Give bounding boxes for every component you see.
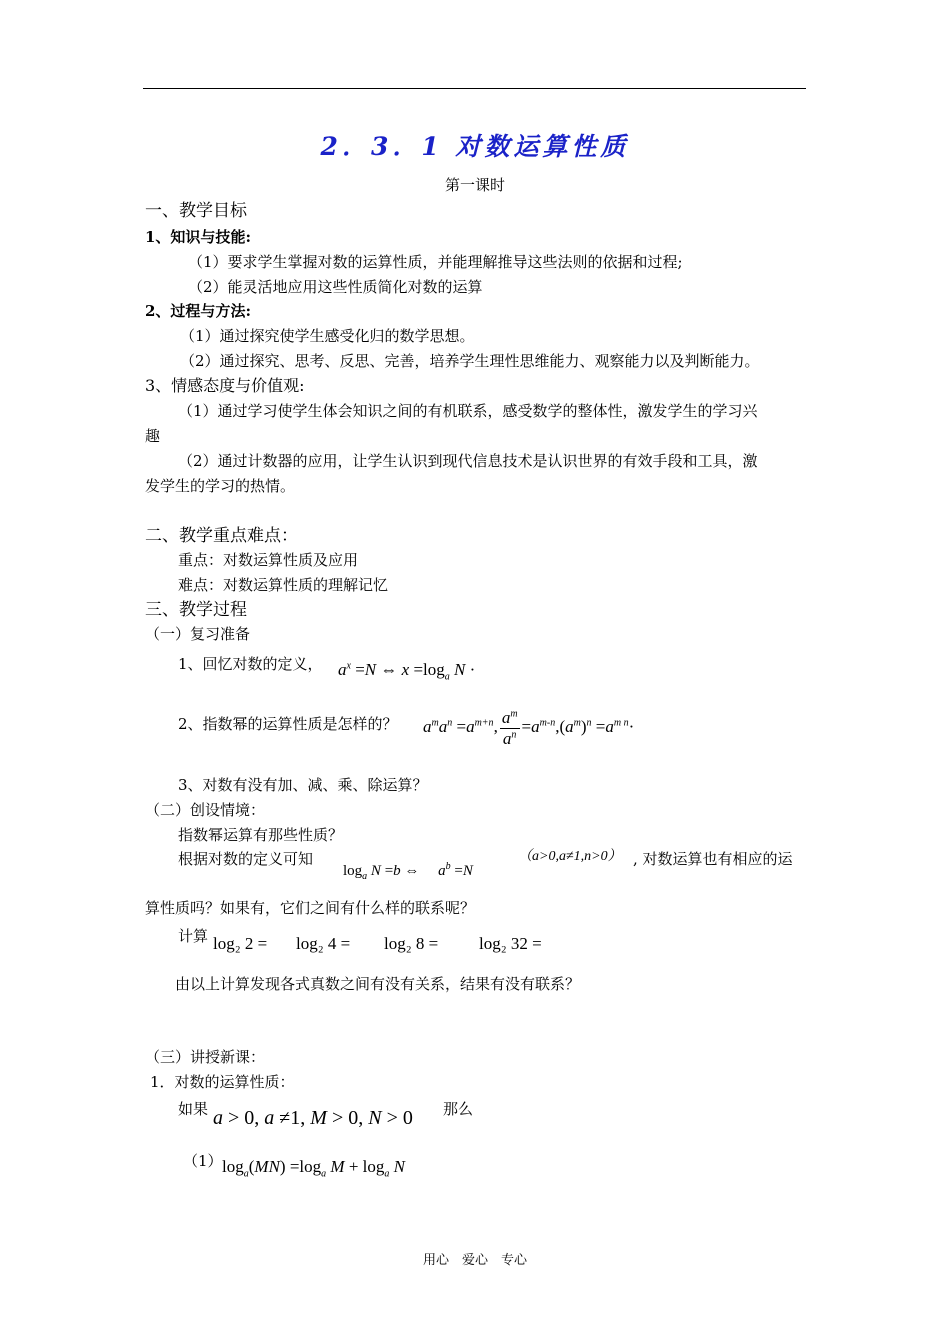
process-item-2: （2）通过探究、思考、反思、完善，培养学生理性思维能力、观察能力以及判断能力。 [180,352,760,370]
context-4: 由以上计算发现各式真数之间有没有关系，结果有没有联系？ [175,975,581,993]
part-2-heading: （二）创设情境： [145,801,266,819]
emotion-item-1a: （1）通过学习使学生体会知识之间的有机联系，感受数学的整体性，激发学生的学习兴 [178,402,758,420]
knowledge-heading: 1、知识与技能: [145,228,251,246]
question-2: 2、指数幂的运算性质是怎样的？ [178,715,398,733]
context-2: 根据对数的定义可知 [178,850,314,868]
context-3: 算性质吗？如果有，它们之间有什么样的联系呢？ [145,899,476,917]
page-title: 2．3．1 对数运算性质 [320,132,630,161]
question-3: 3、对数有没有加、减、乘、除运算？ [178,776,428,794]
calc-expr-1: log₂ 2 = [213,934,268,953]
process-heading: 2、过程与方法: [145,302,251,320]
process-item-1: （1）通过探究使学生感受化归的数学思想。 [180,327,475,345]
emotion-item-2a: （2）通过计数器的应用，让学生认识到现代信息技术是认识世界的有效手段和工具，激 [178,452,758,470]
section-1-heading: 一、教学目标 [145,201,247,221]
section-3-heading: 三、教学过程 [145,600,247,620]
new-lesson-item-1: 1．对数的运算性质： [150,1073,295,1091]
knowledge-item-1: （1）要求学生掌握对数的运算性质，并能理解推导这些法则的依据和过程; [188,253,683,271]
log-equivalence-formula: $\log_a N =b$ ⇔ $a^b =N$ [343,861,473,882]
calc-expr-2: log₂ 4 = [296,934,351,953]
context-2-tail: , 对数运算也有相应的运 [633,850,793,868]
context-1: 指数幂运算有那些性质？ [178,826,344,844]
page-subtitle: 第一课时 [444,176,505,194]
calc-label: 计算 [178,927,209,945]
question-1: 1、回忆对数的定义， [178,655,323,673]
condition-formula: a > 0, a ≠1, M > 0, N > 0 [213,1107,413,1129]
part-1-heading: （一）复习准备 [145,625,251,643]
formula-1-label: （1） [183,1152,223,1170]
part-3-heading: （三）讲授新课： [145,1048,266,1066]
calc-expr-4: log₂ 32 = [479,934,542,953]
product-rule-formula: $\log_a(MN) =\log_a$ $M + \log_a N$ [222,1157,405,1180]
exponent-rules-formula: $a^ma^n =a^{m+n}$, $\frac{a^m}{a^n}$ $=a^{m-n},(a^m)^n =a^{m n}\cdot$ [423,708,635,748]
condition: （a>0,a≠1,n>0） [518,849,622,864]
calc-expr-3: log₂ 8 = [384,934,439,953]
header-rule [143,88,806,89]
key-point: 重点：对数运算性质及应用 [178,551,359,569]
emotion-item-2b: 发学生的学习的热情。 [145,477,296,495]
emotion-item-1b: 趣 [145,427,161,445]
log-definition-formula: $a^x =N$ ⇔ $x =\log_a$ N · [338,660,476,683]
footer: 用心 爱心 专心 [422,1253,527,1268]
then-label: 那么 [443,1100,474,1118]
knowledge-item-2: （2）能灵活地应用这些性质简化对数的运算 [188,278,483,296]
emotion-heading: 3、情感态度与价值观: [145,376,305,395]
if-label: 如果 [178,1100,209,1118]
section-2-heading: 二、教学重点难点： [145,526,298,546]
difficult-point: 难点：对数运算性质的理解记忆 [178,576,389,594]
